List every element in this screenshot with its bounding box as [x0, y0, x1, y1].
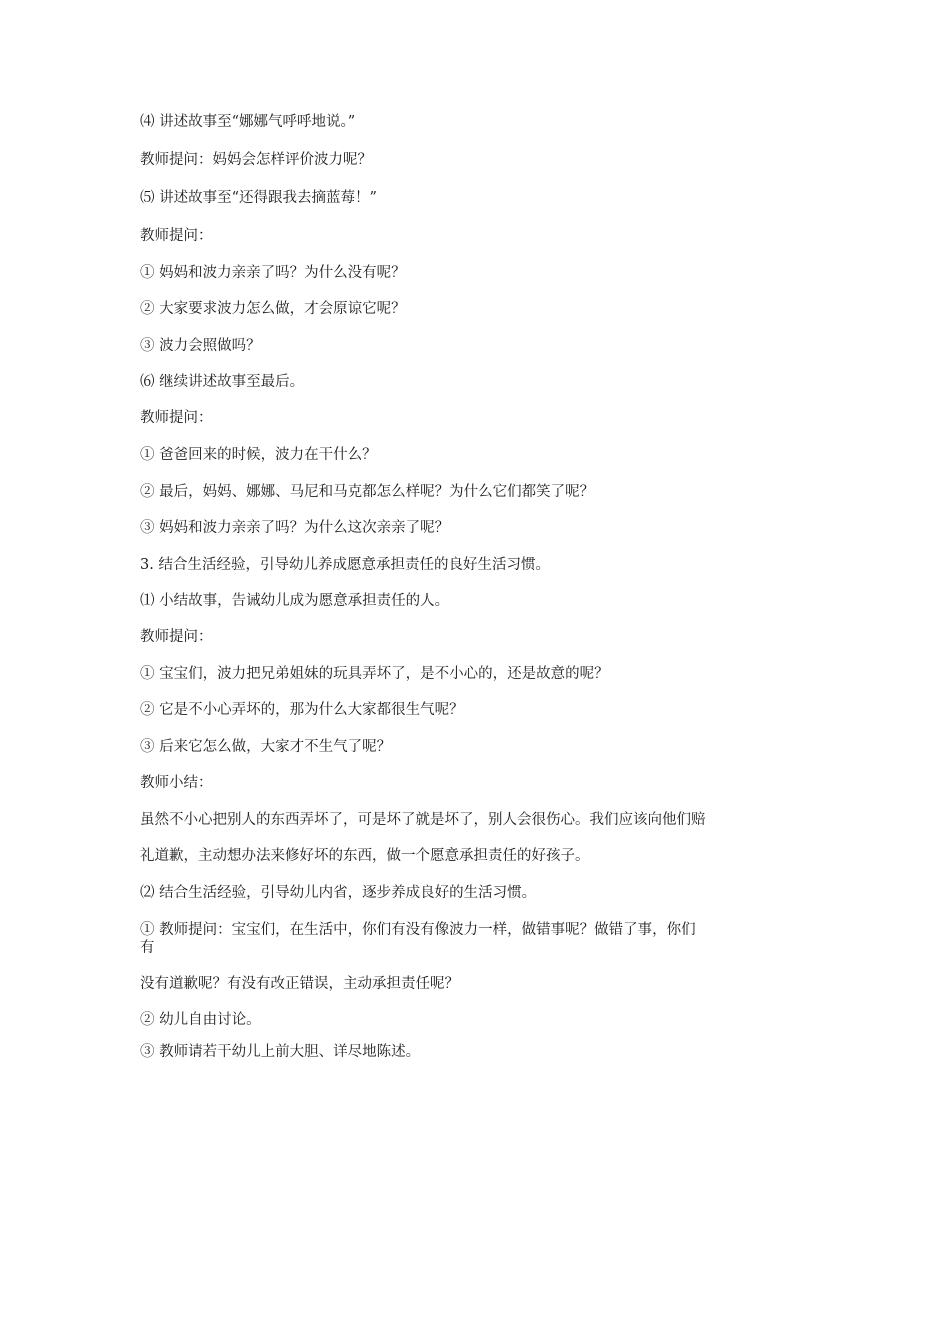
- question-item: ① 教师提问：宝宝们，在生活中，你们有没有像波力一样，做错事呢？做错了事，你们: [140, 922, 696, 938]
- question-item-continuation: 没有道歉呢？有没有改正错误，主动承担责任呢？: [140, 976, 459, 992]
- question-item: ① 爸爸回来的时候，波力在干什么？: [140, 447, 377, 463]
- summary-paragraph-line: 虽然不小心把别人的东西弄坏了，可是坏了就是坏了，别人会很伤心。我们应该向他们赔: [140, 812, 706, 828]
- teacher-question-label: 教师提问：: [140, 410, 213, 426]
- step-6-heading: ⑹ 继续讲述故事至最后。: [140, 374, 305, 390]
- teacher-question-label: 教师提问：: [140, 228, 213, 244]
- section-3-heading: 3. 结合生活经验，引导幼儿养成愿意承担责任的良好生活习惯。: [140, 557, 550, 573]
- question-item: ① 宝宝们，波力把兄弟姐妹的玩具弄坏了，是不小心的，还是故意的呢？: [140, 666, 609, 682]
- activity-item: ② 幼儿自由讨论。: [140, 1012, 261, 1028]
- step-4-heading: ⑷ 讲述故事至“娜娜气呼呼地说。”: [140, 114, 356, 130]
- question-item-continuation: 有: [140, 940, 155, 956]
- question-item: ② 最后，妈妈、娜娜、马尼和马克都怎么样呢？为什么它们都笑了呢？: [140, 484, 595, 500]
- teacher-question-label: 教师提问：: [140, 629, 213, 645]
- step-2-heading: ⑵ 结合生活经验，引导幼儿内省，逐步养成良好的生活习惯。: [140, 885, 537, 901]
- question-item: ③ 波力会照做吗？: [140, 338, 261, 354]
- summary-paragraph-line: 礼道歉，主动想办法来修好坏的东西，做一个愿意承担责任的好孩子。: [140, 848, 590, 864]
- activity-item: ③ 教师请若干幼儿上前大胆、详尽地陈述。: [140, 1044, 421, 1060]
- question-item: ② 它是不小心弄坏的，那为什么大家都很生气呢？: [140, 702, 464, 718]
- step-1-heading: ⑴ 小结故事，告诫幼儿成为愿意承担责任的人。: [140, 593, 450, 609]
- teacher-summary-label: 教师小结：: [140, 775, 213, 791]
- step-5-heading: ⑸ 讲述故事至“还得跟我去摘蓝莓！”: [140, 190, 377, 206]
- question-item: ③ 妈妈和波力亲亲了吗？为什么这次亲亲了呢？: [140, 520, 450, 536]
- teacher-question: 教师提问：妈妈会怎样评价波力呢？: [140, 152, 372, 168]
- question-item: ① 妈妈和波力亲亲了吗？为什么没有呢？: [140, 265, 406, 281]
- question-item: ② 大家要求波力怎么做，才会原谅它呢？: [140, 301, 406, 317]
- question-item: ③ 后来它怎么做，大家才不生气了呢？: [140, 739, 392, 755]
